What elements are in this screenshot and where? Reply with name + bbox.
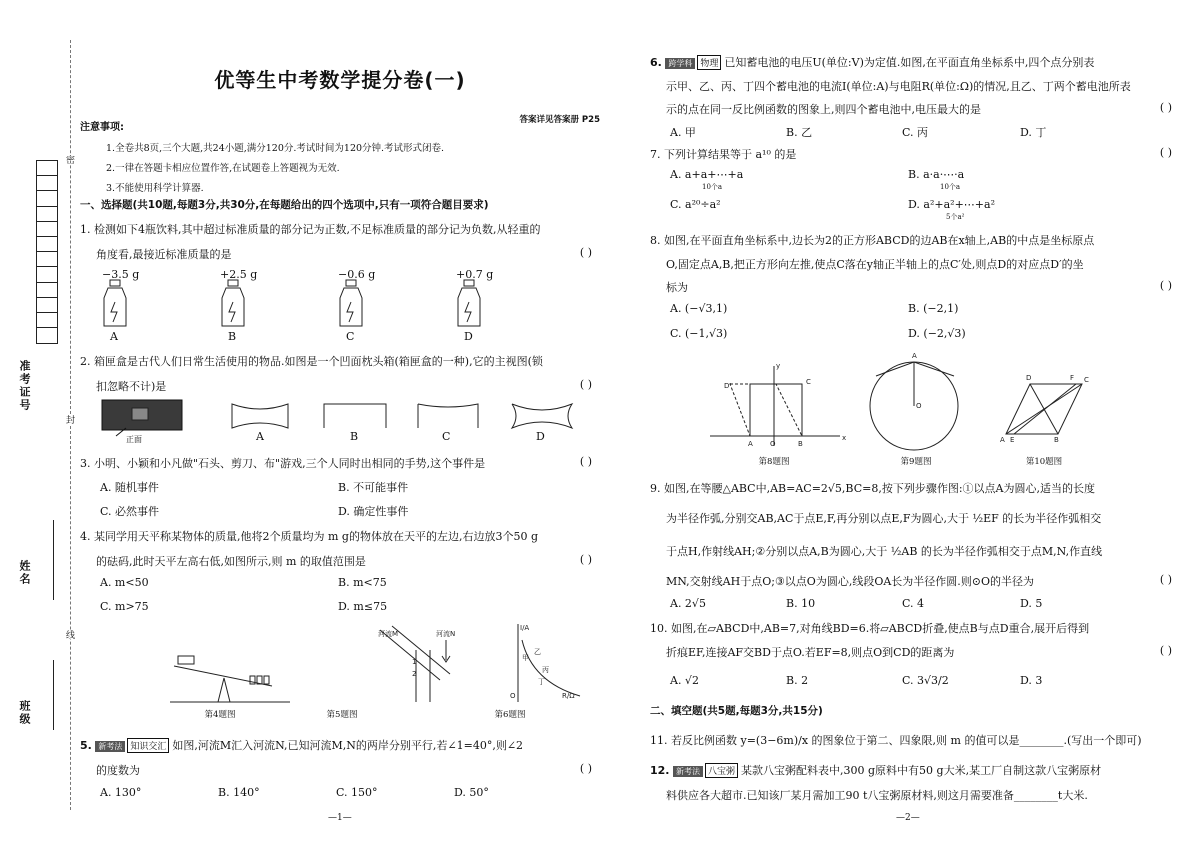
answer-paren[interactable]: ( ) <box>1159 573 1172 586</box>
bottle-value: −3.5 g <box>102 268 140 281</box>
figure-caption: 第6题图 <box>494 710 526 720</box>
figure-caption: 第10题图 <box>1025 457 1063 467</box>
question-12-text: 料供应各大超市.已知该厂某月需加工90 t八宝粥原材料,则这月需要准备________t大米. <box>666 789 1088 802</box>
svg-text:B: B <box>1054 436 1059 444</box>
exam-number-label: 准考证号 <box>18 360 31 412</box>
svg-text:A: A <box>748 440 753 448</box>
option-label[interactable]: D <box>464 330 473 343</box>
question-4-text: 4. 某同学用天平称某物体的质量,他将2个质量均为 m g的物体放在天平的左边,右边放3个50 g <box>80 530 538 543</box>
bottle-value: −0.6 g <box>338 268 376 281</box>
fig5-label: 河流M <box>378 630 399 638</box>
section-heading: 二、填空题(共5题,每题3分,共15分) <box>650 705 823 717</box>
question-5-text: 的度数为 <box>96 764 140 777</box>
fig6-label: I/A <box>520 624 530 632</box>
bottle-value: +2.5 g <box>220 268 258 281</box>
cut-mark: 密 <box>64 155 74 164</box>
new-method-tag: 新考法 <box>673 766 703 777</box>
option[interactable]: C. 必然事件 <box>100 505 160 518</box>
question-6-text: 示的点在同一反比例函数的图象上,则四个蓄电池中,电压最大的是 <box>666 103 981 116</box>
question-11-text: 11. 若反比例函数 y=(3−6m)/x 的图象位于第二、四象限,则 m 的值可以是________.(写出一个即可) <box>650 734 1142 747</box>
svg-text:B: B <box>798 440 803 448</box>
question-6-line: 已知蓄电池的电压U(单位:V)为定值.如图,在平面直角坐标系中,四个点分别表 <box>724 56 1095 69</box>
cut-mark: 线 <box>64 630 74 639</box>
fig6-label: R/Ω <box>562 692 575 700</box>
option[interactable]: A. √2 <box>670 674 699 687</box>
fig5-label: 1 <box>412 658 417 666</box>
notice-item: 3.不能使用科学计算器. <box>106 183 204 194</box>
option[interactable]: A. 甲 <box>670 126 696 139</box>
exam-number-grid[interactable] <box>36 160 58 344</box>
option[interactable]: A. 130° <box>100 786 142 799</box>
question-8-text: 标为 <box>666 281 688 294</box>
svg-text:x: x <box>842 434 847 442</box>
svg-text:A: A <box>1000 436 1005 444</box>
option[interactable]: B. 2 <box>786 674 809 687</box>
binding-gutter <box>0 0 74 854</box>
option[interactable]: B. m<75 <box>338 576 387 589</box>
question-1-text: 角度看,最接近标准质量的是 <box>96 248 232 261</box>
option[interactable]: D. 50° <box>454 786 489 799</box>
svg-text:D′: D′ <box>724 382 731 390</box>
question-7-text: 7. 下列计算结果等于 a¹⁰ 的是 <box>650 148 797 161</box>
fig5-label: 河流N <box>436 630 456 638</box>
question-number: 6. <box>650 56 662 69</box>
option[interactable]: C. 4 <box>902 597 925 610</box>
option[interactable]: C. 3√3/2 <box>902 674 949 687</box>
option[interactable]: C. 丙 <box>902 126 929 139</box>
option-label[interactable]: A <box>256 430 264 443</box>
question-5-text <box>80 737 523 753</box>
option-label[interactable]: A <box>110 330 118 343</box>
svg-text:F: F <box>1070 374 1075 382</box>
question-9-text: 9. 如图,在等腰△ABC中,AB=AC=2√5,BC=8,按下列步骤作图:①以点A为圆心,适当的长度 <box>650 482 1095 495</box>
option-label[interactable]: C <box>442 430 451 443</box>
svg-text:C: C <box>1084 376 1089 384</box>
option-label[interactable]: C <box>346 330 355 343</box>
option[interactable]: A. 随机事件 <box>100 481 159 494</box>
option[interactable]: D. 丁 <box>1020 126 1047 139</box>
figures-4-5-6 <box>160 620 575 708</box>
svg-text:A: A <box>912 352 917 360</box>
notice-item: 1.全卷共8页,三个大题,共24小题,满分120分.考试时间为120分钟.考试形式闭卷. <box>106 143 445 154</box>
page-left <box>80 0 600 854</box>
svg-text:O: O <box>916 402 922 410</box>
answer-paren[interactable]: ( ) <box>1159 101 1172 114</box>
bottle-icons <box>80 280 560 328</box>
page-number: —2— <box>896 813 920 823</box>
option[interactable]: D. 确定性事件 <box>338 505 409 518</box>
question-number: 12. <box>650 764 670 777</box>
option-subscript: 10个a <box>940 183 961 191</box>
option[interactable]: B. 10 <box>786 597 816 610</box>
option[interactable]: C. 150° <box>336 786 378 799</box>
question-8-text: O,固定点A,B,把正方形向左推,使点C落在y轴正半轴上的点C′处,则点D的对应点D′的坐 <box>666 258 1084 271</box>
option[interactable]: A. (−√3,1) <box>670 302 728 315</box>
figure-caption: 第9题图 <box>900 457 932 467</box>
answer-paren[interactable]: ( ) <box>579 246 592 259</box>
bottle-value: +0.7 g <box>456 268 494 281</box>
fig6-label: 丙 <box>542 666 549 674</box>
option[interactable]: B. 140° <box>218 786 260 799</box>
question-4-text: 的砝码,此时天平左高右低,如图所示,则 m 的取值范围是 <box>96 555 366 568</box>
answer-paren[interactable]: ( ) <box>1159 644 1172 657</box>
fig6-label: O <box>510 692 516 700</box>
topic-tag: 知识交汇 <box>127 738 169 753</box>
option[interactable]: A. a+a+⋯+a <box>670 168 744 181</box>
svg-text:y: y <box>776 362 781 370</box>
answer-paren[interactable]: ( ) <box>579 762 592 775</box>
svg-text:O: O <box>770 440 776 448</box>
answer-paren[interactable]: ( ) <box>1159 279 1172 292</box>
svg-text:C: C <box>806 378 811 386</box>
figures-8-9-10 <box>710 346 1150 450</box>
answer-paren[interactable]: ( ) <box>1159 146 1172 159</box>
answer-paren[interactable]: ( ) <box>579 553 592 566</box>
front-label: 正面 <box>126 435 142 444</box>
option[interactable]: C. (−1,√3) <box>670 327 728 340</box>
option[interactable]: C. m>75 <box>100 600 149 613</box>
option-subscript: 5个a² <box>946 213 965 221</box>
page-title: 优等生中考数学提分卷(一) <box>214 68 466 92</box>
fig6-label: 乙 <box>534 648 541 656</box>
answer-reference: 答案详见答案册 P25 <box>519 115 600 125</box>
question-9-text: MN,交射线AH于点O;③以点O为圆心,线段OA长为半径作圆.则⊙O的半径为 <box>666 575 1035 588</box>
option[interactable]: B. 乙 <box>786 126 813 139</box>
question-number: 5. <box>80 739 92 752</box>
figure-caption: 第5题图 <box>326 710 358 720</box>
new-method-tag: 新考法 <box>95 741 125 752</box>
fig5-label: 2 <box>412 670 417 678</box>
question-5-line: 如图,河流M汇入河流N,已知河流M,N的两岸分别平行,若∠1=40°,则∠2 <box>172 739 524 752</box>
question-1-text: 1. 检测如下4瓶饮料,其中超过标准质量的部分记为正数,不足标准质量的部分记为负数,从轻重的 <box>80 223 541 236</box>
option-label[interactable]: B <box>228 330 237 343</box>
option[interactable]: D. (−2,√3) <box>908 327 966 340</box>
answer-paren[interactable]: ( ) <box>579 455 592 468</box>
cut-mark: 封 <box>64 415 74 424</box>
question-2-text: 2. 箱匣盒是古代人们日常生活使用的物品.如图是一个凹面枕头箱(箱匣盒的一种),它的主视图(锁 <box>80 355 543 368</box>
page-number: —1— <box>328 813 352 823</box>
option[interactable]: D. a²+a²+⋯+a² <box>908 198 995 211</box>
figure-caption: 第4题图 <box>204 710 236 720</box>
question-9-text: 为半径作弧,分别交AB,AC于点E,F,再分别以点E,F为圆心,大于 ½EF 的长为半径作弧相交 <box>666 512 1102 525</box>
name-label: 姓名 <box>18 560 31 586</box>
question-3-text: 3. 小明、小颖和小凡做"石头、剪刀、布"游戏,三个人同时出相同的手势,这个事件是 <box>80 457 486 470</box>
question-8-text: 8. 如图,在平面直角坐标系中,边长为2的正方形ABCD的边AB在x轴上,AB的中点是坐标原点 <box>650 234 1095 247</box>
name-field[interactable] <box>53 520 54 600</box>
class-label: 班级 <box>18 700 31 726</box>
notice-title: 注意事项: <box>80 122 124 133</box>
fig6-label: 丁 <box>538 678 545 686</box>
section-heading: 一、选择题(共10题,每题3分,共30分,在每题给出的四个选项中,只有一项符合题目要求) <box>80 199 489 211</box>
option-label[interactable]: B <box>350 430 359 443</box>
question-12-line: 某款八宝粥配料表中,300 g原料中有50 g大米,某工厂自制这款八宝粥原材 <box>741 764 1102 777</box>
option[interactable]: D. 3 <box>1020 674 1043 687</box>
notice-item: 2.一律在答题卡相应位置作答,在试题卷上答题视为无效. <box>106 163 340 174</box>
option-subscript: 10个a <box>702 183 723 191</box>
svg-text:D: D <box>1026 374 1032 382</box>
option[interactable]: A. 2√5 <box>670 597 706 610</box>
option-label[interactable]: D <box>536 430 545 443</box>
fig6-label: 甲 <box>522 654 529 662</box>
answer-paren[interactable]: ( ) <box>579 378 592 391</box>
topic-tag: 物理 <box>697 55 721 70</box>
topic-tag: 八宝粥 <box>705 763 738 778</box>
question-10-text: 折痕EF,连接AF交BD于点O.若EF=8,则点O到CD的距离为 <box>666 646 955 659</box>
pillow-box-figures <box>96 396 566 440</box>
option[interactable]: B. 不可能事件 <box>338 481 409 494</box>
question-10-text: 10. 如图,在▱ABCD中,AB=7,对角线BD=6.将▱ABCD折叠,使点B与点D重合,展开后得到 <box>650 622 1090 635</box>
cross-subject-tag: 跨学科 <box>665 58 695 69</box>
figure-caption: 第8题图 <box>758 457 790 467</box>
question-12-text <box>650 762 1101 778</box>
svg-text:E: E <box>1010 436 1015 444</box>
option[interactable]: D. 5 <box>1020 597 1043 610</box>
option[interactable]: D. m≤75 <box>338 600 388 613</box>
question-6-text <box>650 54 1094 70</box>
option[interactable]: C. a²⁰÷a² <box>670 198 721 211</box>
option[interactable]: A. m<50 <box>100 576 149 589</box>
question-2-text: 扣忽略不计)是 <box>96 380 167 393</box>
class-field[interactable] <box>53 660 54 730</box>
option[interactable]: B. (−2,1) <box>908 302 959 315</box>
question-9-text: 于点H,作射线AH;②分别以点A,B为圆心,大于 ½AB 的长为半径作弧相交于点M,N,作直线 <box>666 545 1103 558</box>
question-6-text: 示甲、乙、丙、丁四个蓄电池的电流I(单位:A)与电阻R(单位:Ω)的情况,且乙、丁两个蓄电池所表 <box>666 80 1131 93</box>
option[interactable]: B. a·a·⋯·a <box>908 168 965 181</box>
page-right <box>650 0 1180 854</box>
